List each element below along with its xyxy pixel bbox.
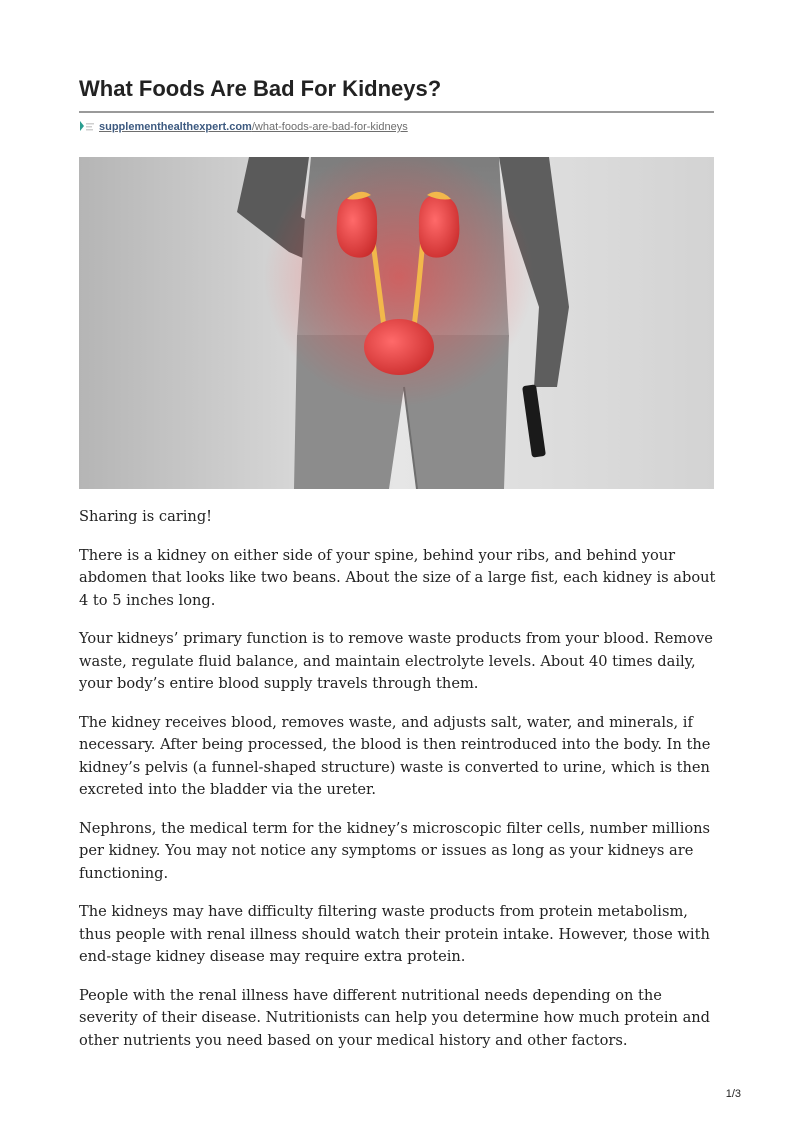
article-body xyxy=(79,506,719,1068)
article-paragraph: Your kidneys’ primary function is to remove waste products from your blood. Remove waste, regulate fluid balance, and maintain electrolyte levels. About 40 times daily, your body’s entire blood supply travels through them. xyxy=(79,630,713,692)
article-paragraph: Nephrons, the medical term for the kidney’s microscopic filter cells, number millions per kidney. You may not notice any symptoms or issues as long as your kidneys are functioning. xyxy=(79,819,711,882)
article-paragraph: There is a kidney on either side of your spine, behind your ribs, and behind your abdomen that looks like two beans. About the size of a large fist, each kidney is about 4 to 5 inches long. xyxy=(79,546,716,609)
article-paragraph: The kidneys may have difficulty filtering waste products from protein metabolism, thus people with renal illness should watch their protein intake. However, those with end-stage kidney disease may require extra protein. xyxy=(79,903,710,965)
article-paragraph: Sharing is caring! xyxy=(79,508,213,525)
article-paragraph: People with the renal illness have different nutritional needs depending on the severity of their disease. Nutritionists can help you determine how much protein and other nutrients you need based on your medical history and other factors. xyxy=(79,986,711,1049)
article-title: What Foods Are Bad For Kidneys? xyxy=(79,76,442,101)
source-url-link[interactable] xyxy=(99,121,408,133)
title-divider xyxy=(79,111,714,113)
page-number: 1/3 xyxy=(725,1088,741,1100)
site-favicon-icon xyxy=(79,120,95,134)
source-domain: supplementhealthexpert.com xyxy=(99,121,252,133)
source-path: /what-foods-are-bad-for-kidneys xyxy=(251,121,408,133)
hero-image xyxy=(79,157,714,489)
article-paragraph: The kidney receives blood, removes waste, and adjusts salt, water, and minerals, if necessary. After being processed, the blood is then reintroduced into the body. In the kidney’s pelvis (a funnel-shaped structure) waste is converted to urine, which is then excreted into the bladder via the ureter. xyxy=(79,713,711,798)
source-link-row xyxy=(79,119,408,135)
